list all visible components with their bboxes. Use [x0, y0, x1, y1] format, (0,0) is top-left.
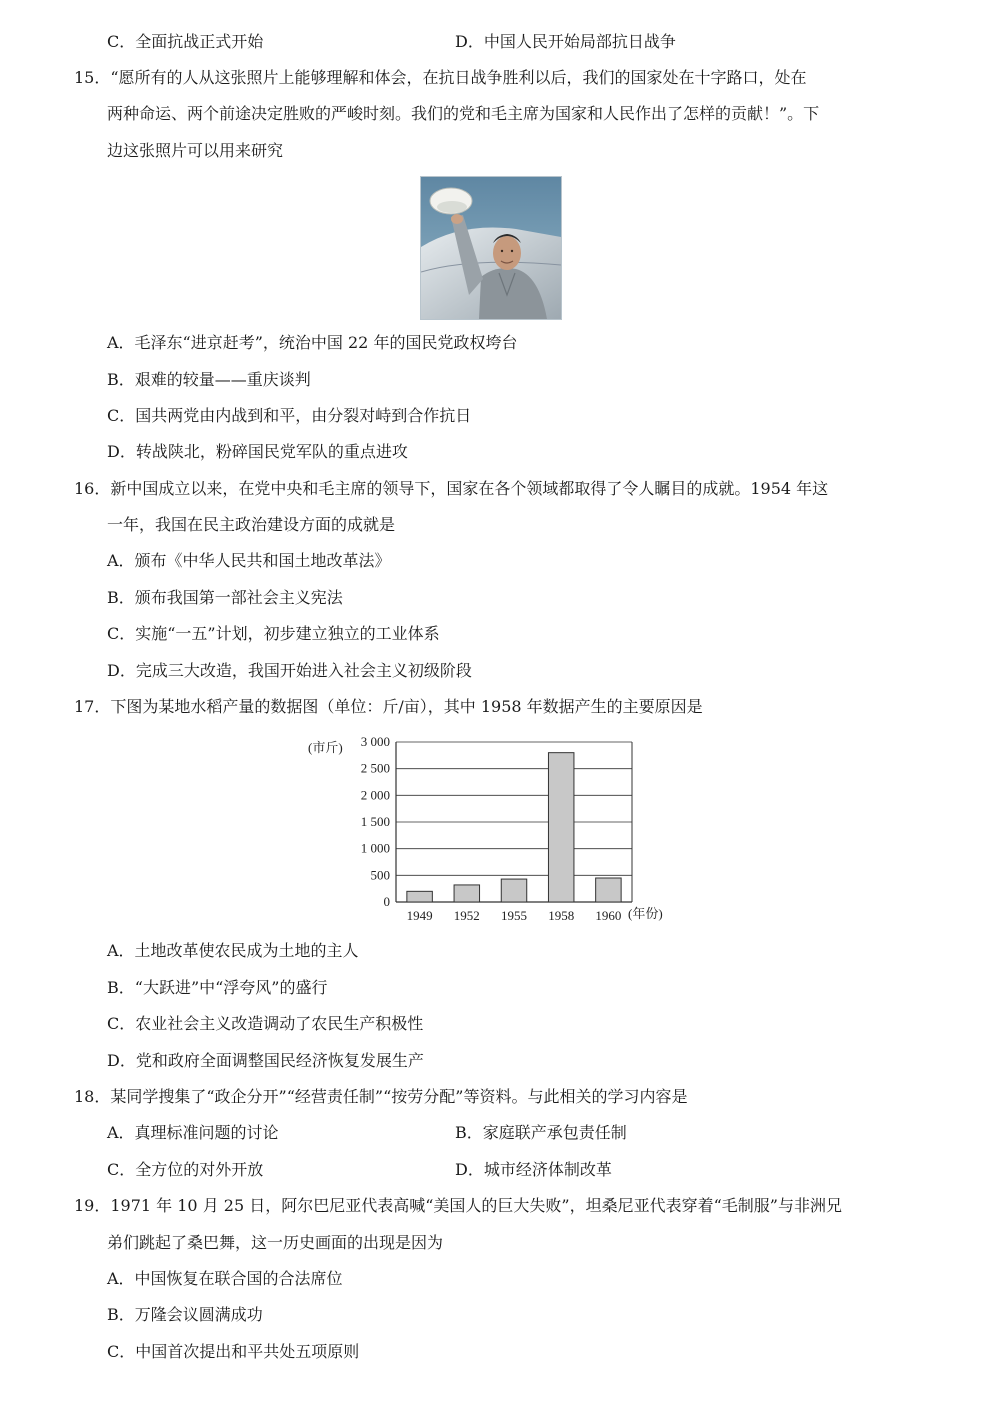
chart-y-tick-label: 1 500 [360, 814, 390, 829]
q17-stem: 17．下图为某地水稻产量的数据图（单位：斤/亩），其中 1958 年数据产生的主要原因是 [74, 697, 703, 716]
q16-stem-line-2: 一年，我国在民主政治建设方面的成就是 [107, 515, 396, 534]
q17-option-a: A．土地改革使农民成为土地的主人 [107, 941, 359, 960]
q14-option-c: C．全面抗战正式开始 [107, 32, 264, 51]
chart-y-tick-label: 3 000 [360, 734, 390, 749]
q19-stem-line-1: 19．1971 年 10 月 25 日，阿尔巴尼亚代表高喊“美国人的巨大失败”，坦桑尼亚代表穿着“毛制服”与非洲兄 [74, 1196, 842, 1215]
q19-option-c: C．中国首次提出和平共处五项原则 [107, 1342, 360, 1361]
chart-y-tick-label: 2 000 [360, 787, 390, 803]
chart-x-tick-label: 1958 [548, 908, 575, 923]
q16-option-b: B．颁布我国第一部社会主义宪法 [107, 588, 343, 607]
q15-option-a: A．毛泽东“进京赶考”，统治中国 22 年的国民党政权垮台 [107, 333, 518, 352]
q18-option-b: B．家庭联产承包责任制 [455, 1123, 627, 1142]
q18-stem: 18．某同学搜集了“政企分开”“经营责任制”“按劳分配”等资料。与此相关的学习内容是 [74, 1087, 688, 1106]
q15-option-d: D．转战陕北，粉碎国民党军队的重点进攻 [107, 442, 408, 461]
chart-x-tick-label: 1960 [595, 908, 622, 923]
q16-option-a: A．颁布《中华人民共和国土地改革法》 [107, 551, 391, 570]
q15-stem-line-1: 15．“愿所有的人从这张照片上能够理解和体会，在抗日战争胜利以后，我们的国家处在十字路口，处在 [74, 68, 807, 87]
q16-stem-line-1: 16．新中国成立以来，在党中央和毛主席的领导下，国家在各个领域都取得了令人瞩目的成就。1954 年这 [74, 479, 829, 498]
rice-yield-chart [300, 728, 680, 928]
historical-photo [420, 176, 562, 320]
q17-option-c: C．农业社会主义改造调动了农民生产积极性 [107, 1014, 424, 1033]
q15-option-c: C．国共两党由内战到和平，由分裂对峙到合作抗日 [107, 406, 472, 425]
chart-bar-1952 [454, 885, 479, 902]
q17-option-b: B．“大跃进”中“浮夸风”的盛行 [107, 978, 328, 997]
q18-option-a: A．真理标准问题的讨论 [107, 1123, 279, 1142]
q15-stem-line-3: 边这张照片可以用来研究 [107, 141, 284, 160]
q18-option-c: C．全方位的对外开放 [107, 1160, 264, 1179]
q14-option-d: D．中国人民开始局部抗日战争 [455, 32, 676, 51]
chart-y-tick-label: 1 000 [360, 840, 390, 856]
q18-option-d: D．城市经济体制改革 [455, 1160, 612, 1179]
chart-y-tick-label: 0 [383, 894, 390, 909]
q15-option-b: B．艰难的较量——重庆谈判 [107, 370, 311, 389]
chart-x-tick-label: 1952 [453, 908, 480, 923]
q19-stem-line-2: 弟们跳起了桑巴舞，这一历史画面的出现是因为 [107, 1233, 444, 1252]
photo-illustration [421, 177, 561, 319]
q17-option-d: D．党和政府全面调整国民经济恢复发展生产 [107, 1051, 424, 1070]
chart-bar-1955 [501, 879, 526, 902]
chart-y-tick-label: 2 500 [360, 760, 390, 776]
chart-x-axis-label: (年份) [628, 906, 663, 921]
q19-option-a: A．中国恢复在联合国的合法席位 [107, 1269, 343, 1288]
chart-bar-1958 [548, 753, 573, 902]
chart-y-tick-label: 500 [370, 867, 390, 883]
chart-bar-1960 [596, 878, 621, 902]
q16-option-d: D．完成三大改造，我国开始进入社会主义初级阶段 [107, 661, 472, 680]
chart-x-tick-label: 1955 [501, 908, 527, 923]
chart-x-tick-label: 1949 [406, 908, 433, 923]
chart-bar-1949 [407, 891, 432, 902]
q16-option-c: C．实施“一五”计划，初步建立独立的工业体系 [107, 624, 440, 643]
chart-y-axis-label: (市斤) [308, 740, 343, 755]
q15-stem-line-2: 两种命运、两个前途决定胜败的严峻时刻。我们的党和毛主席为国家和人民作出了怎样的贡献！”。下 [107, 104, 820, 123]
q19-option-b: B．万隆会议圆满成功 [107, 1305, 263, 1324]
